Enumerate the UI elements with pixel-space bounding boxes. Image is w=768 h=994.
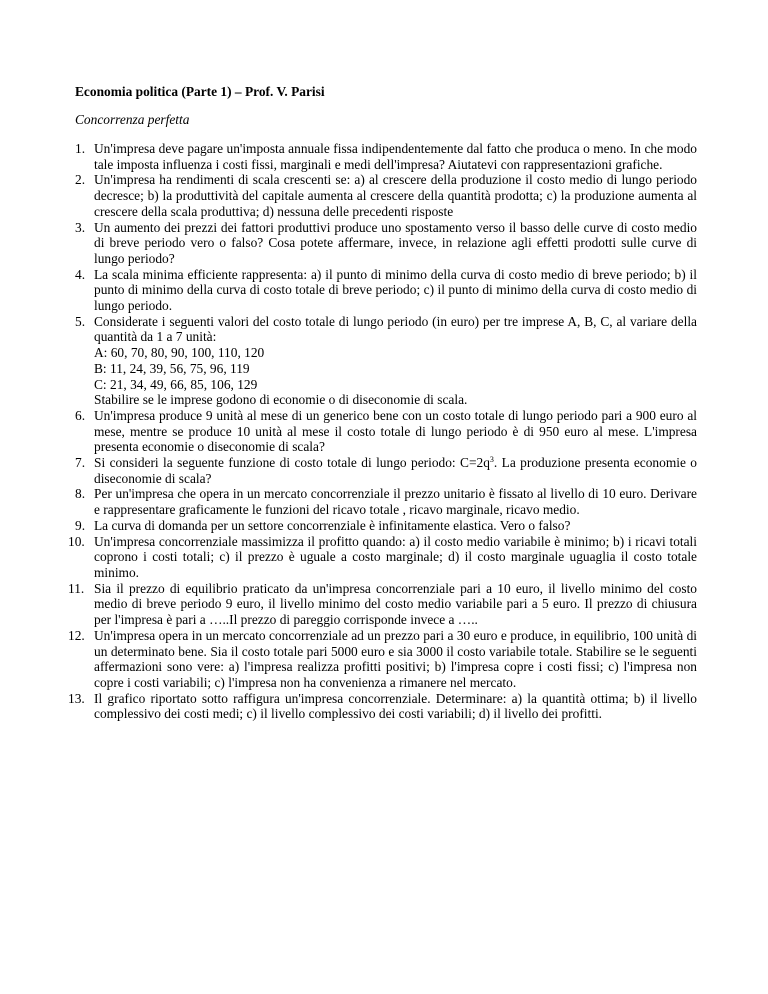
question-number: 7. xyxy=(75,455,86,471)
question-text-after: . La produzione presenta economie o diseconomie di scala? xyxy=(94,455,697,486)
question-item xyxy=(75,172,697,219)
question-item xyxy=(68,580,697,628)
document-page xyxy=(68,84,697,722)
question-text: Un'impresa concorrenziale massimizza il profitto quando: a) il costo medio variabile è minimo; b) i ricavi totali coprono i costi totali; c) il prezzo è uguale a costo marginale; d) il costo marginale uguaglia il costo totale minimo. xyxy=(94,533,697,580)
question-number: 12. xyxy=(68,627,85,643)
question-number: 8. xyxy=(75,486,86,502)
question-text: La curva di domanda per un settore concorrenziale è infinitamente elastica. Vero o falso? xyxy=(94,517,571,533)
question-item xyxy=(75,486,697,517)
question-number: 5. xyxy=(75,313,86,329)
question-item xyxy=(75,220,697,267)
section-title: Concorrenza perfetta xyxy=(75,112,190,127)
question-text: Un'impresa deve pagare un'imposta annuale fissa indipendentemente dal fatto che produca o meno. In che modo tale imposta influenza i costi fissi, marginali e medi dell'impresa? Aiutatevi con rappresentazioni grafiche. xyxy=(94,141,697,172)
question-item xyxy=(75,314,697,408)
question-text: Un'impresa opera in un mercato concorrenziale ad un prezzo pari a 30 euro e produce, in equilibrio, 100 unità di un determinato bene. Sia il costo totale pari 5000 euro e sia 3000 il costo variabile totale. Stabilire se le seguenti affermazioni sono vere: a) l'impresa realizza profitti positivi; b) l'impresa copre i costi fissi; c) l'impresa non copre i costi variabili; c) l'impresa non ha convenienza a rimanere nel mercato. xyxy=(94,627,697,690)
document-title: Economia politica (Parte 1) – Prof. V. Parisi xyxy=(75,84,325,99)
question-text-before: Si consideri la seguente funzione di costo totale di lungo periodo: C=2q xyxy=(94,455,490,471)
question-number: 2. xyxy=(75,172,86,188)
question-number: 11. xyxy=(68,580,85,596)
question-item xyxy=(68,533,697,581)
question-item xyxy=(75,141,697,172)
question-item xyxy=(75,518,697,534)
question-number: 6. xyxy=(75,407,86,423)
question-item xyxy=(75,455,697,486)
cost-values-c: C: 21, 34, 49, 66, 85, 106, 129 xyxy=(94,376,258,392)
cost-values-b: B: 11, 24, 39, 56, 75, 96, 119 xyxy=(94,360,250,376)
question-text: Considerate i seguenti valori del costo totale di lungo periodo (in euro) per tre imprese A, B, C, al variare della quantità da 1 a 7 unità: xyxy=(94,313,697,345)
question-number: 10. xyxy=(68,533,85,549)
question-number: 4. xyxy=(75,266,86,282)
question-item xyxy=(68,690,697,722)
exponent: 3 xyxy=(489,455,494,465)
question-instruction: Stabilire se le imprese godono di economie o di diseconomie di scala. xyxy=(94,392,468,408)
question-number: 9. xyxy=(75,517,86,533)
question-text: Un'impresa ha rendimenti di scala crescenti se: a) al crescere della produzione il costo medio di lungo periodo decresce; b) la produttività del capitale aumenta al crescere della quantità prodotta; c) la produzione aumenta al crescere della scala produttiva; d) nessuna delle precedenti risposte xyxy=(94,172,697,219)
question-item xyxy=(75,408,697,455)
question-text: Sia il prezzo di equilibrio praticato da un'impresa concorrenziale pari a 10 euro, il livello minimo del costo medio di breve periodo 9 euro, il livello minimo del costo medio variabile pari a 5 euro. Il prezzo di chiusura per l'impresa è pari a …..Il prezzo di pareggio corrisponde invece a ….. xyxy=(94,580,697,628)
question-number: 3. xyxy=(75,219,86,235)
cost-values-a: A: 60, 70, 80, 90, 100, 110, 120 xyxy=(94,345,265,361)
question-number: 1. xyxy=(75,141,86,156)
question-text xyxy=(94,455,697,486)
question-text: Per un'impresa che opera in un mercato concorrenziale il prezzo unitario è fissato al livello di 10 euro. Derivare e rappresentare graficamente le funzioni del ricavo totale , ricavo marginale, ricavo medio. xyxy=(94,486,697,518)
question-text: Il grafico riportato sotto raffigura un'impresa concorrenziale. Determinare: a) la quantità ottima; b) il livello complessivo dei costi medi; c) il livello complessivo dei costi variabili; d) il livello dei profitti. xyxy=(94,690,697,722)
question-item xyxy=(68,627,697,691)
question-text: Un aumento dei prezzi dei fattori produttivi produce uno spostamento verso il basso delle curve di costo medio di breve periodo vero o falso? Cosa potete affermare, invece, in relazione agli effetti prodotti sulle curve di lungo periodo? xyxy=(94,219,697,266)
question-list xyxy=(68,141,697,722)
question-item xyxy=(75,267,697,314)
question-text: Un'impresa produce 9 unità al mese di un generico bene con un costo totale di lungo periodo pari a 900 euro al mese, mentre se produce 10 unità al mese il costo totale di lungo periodo è di 950 euro al mese. L'impresa presenta economie o diseconomie di scala? xyxy=(94,407,697,455)
question-number: 13. xyxy=(68,690,85,706)
question-text: La scala minima efficiente rappresenta: a) il punto di minimo della curva di costo medio di breve periodo; b) il punto di minimo della curva di costo totale di breve periodo; c) il punto di minimo della curva di costo medio di lungo periodo. xyxy=(94,266,697,314)
